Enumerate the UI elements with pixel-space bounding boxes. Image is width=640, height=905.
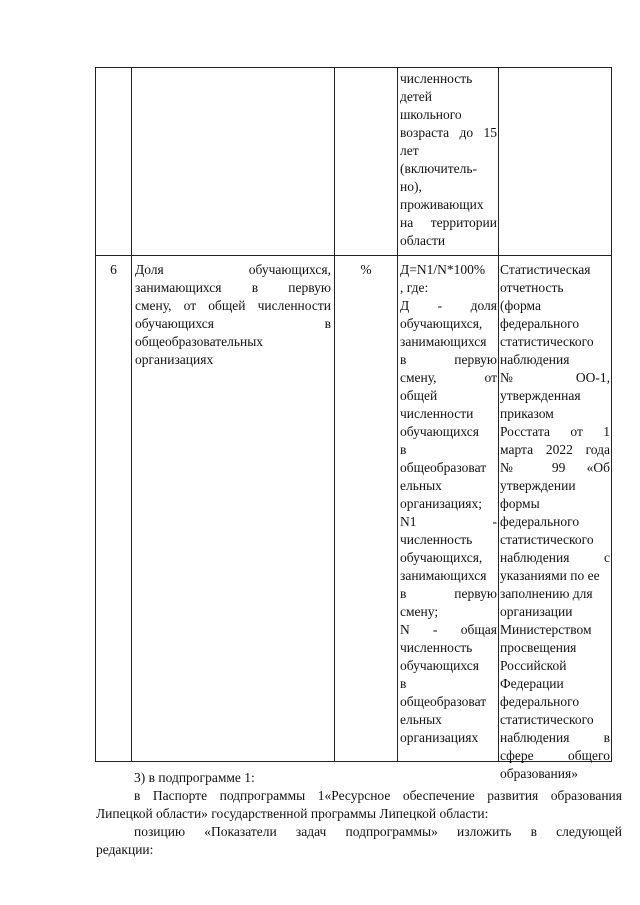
cell-line: N1 -: [400, 514, 497, 529]
paragraph-text: позицию «Показатели задач подпрограммы» изложить в следующей: [134, 824, 622, 839]
cell-line: занимающихся: [400, 334, 487, 349]
cell-line: обучающихся,: [400, 550, 483, 565]
cell-line: федерального: [500, 514, 580, 529]
cell-line: численность: [400, 532, 473, 547]
cell-line: , где:: [400, 280, 429, 295]
cell-line: Росстата от 1: [500, 424, 610, 439]
cell-line: (форма: [500, 298, 541, 313]
cell-line: общеобразоват: [400, 694, 487, 709]
cell-line: статистического: [500, 334, 594, 349]
cell-line: ельных: [400, 478, 442, 493]
cell-line: ельных: [400, 712, 442, 727]
cell-line: сфере общего: [500, 748, 610, 763]
paragraph-text: Липецкой области» государственной программы Липецкой области:: [96, 806, 489, 821]
cell-line: утверждении: [500, 478, 576, 493]
cell-line: организациях;: [400, 496, 482, 511]
cell-line: организациях: [400, 730, 479, 745]
cell-line: области: [400, 233, 446, 248]
cell-line: в первую: [400, 352, 497, 367]
cell-line: обучающихся: [400, 424, 479, 439]
paragraph-text: в Паспорте подпрограммы 1«Ресурсное обеспечение развития образования: [134, 788, 622, 803]
cell-line: общеобразоват: [400, 460, 487, 475]
paragraph-passport-line2: [96, 805, 616, 823]
cell-line: указаниями по ее: [500, 568, 600, 583]
cell-line: наблюдения в: [500, 730, 610, 745]
paragraph-text: 3) в подпрограмме 1:: [134, 770, 255, 785]
cell-line: возраста до 15: [400, 125, 497, 140]
cell-line: Федерации: [500, 676, 564, 691]
row-number-text: 6: [110, 262, 117, 277]
cell-line: на территории: [400, 215, 497, 230]
cell-line: смену, от общей численности: [135, 298, 331, 313]
table-row6-unit: [335, 261, 397, 279]
cell-line: (включитель-: [400, 161, 478, 176]
cell-line: организации: [500, 604, 573, 619]
paragraph-position-line2: [96, 841, 616, 859]
cell-line: но),: [400, 179, 422, 194]
cell-line: Доля обучающихся,: [135, 262, 331, 277]
cell-line: обучающихся в: [135, 316, 331, 331]
cell-line: обучающихся,: [400, 316, 483, 331]
table-row6-indicator: [135, 261, 331, 369]
cell-line: заполнению для: [500, 586, 593, 601]
cell-line: статистического: [500, 532, 594, 547]
cell-line: формы: [500, 496, 540, 511]
table-border-col1: [131, 67, 132, 761]
cell-line: в: [400, 676, 407, 691]
cell-line: наблюдения с: [500, 550, 610, 565]
cell-line: N - общая: [400, 622, 497, 637]
cell-line: школьного: [400, 107, 462, 122]
cell-line: занимающихся в первую: [135, 280, 331, 295]
cell-line: Статистическая: [500, 262, 591, 277]
cell-line: в: [400, 442, 407, 457]
table-row-divider: [95, 255, 612, 256]
paragraph-passport-line1: [134, 787, 622, 805]
paragraph-subprogram-1: [134, 769, 640, 787]
cell-line: занимающихся: [400, 568, 487, 583]
table-row-top-col3: [400, 70, 497, 250]
cell-line: Д=N1/N*100%: [400, 262, 486, 277]
cell-line: статистического: [500, 712, 594, 727]
cell-line: № ОО-1,: [500, 370, 610, 385]
table-border-right: [611, 67, 612, 761]
cell-line: организациях: [135, 352, 214, 367]
cell-line: наблюдения: [500, 352, 570, 367]
cell-line: смену;: [400, 604, 439, 619]
cell-line: в первую: [400, 586, 497, 601]
cell-line: просвещения: [500, 640, 577, 655]
paragraph-position-line1: [134, 823, 622, 841]
table-border-col3: [397, 67, 398, 761]
unit-text: %: [360, 262, 372, 277]
cell-line: обучающихся: [400, 658, 479, 673]
table-border-left: [95, 67, 96, 761]
cell-line: № 99 «Об: [500, 460, 610, 475]
table-border-col2: [334, 67, 335, 761]
paragraph-text: редакции:: [96, 842, 154, 857]
cell-line: федерального: [500, 694, 580, 709]
cell-line: численность: [400, 71, 473, 86]
cell-line: утвержденная: [500, 388, 581, 403]
table-row6-source: [500, 261, 610, 783]
cell-line: отчетность: [500, 280, 564, 295]
cell-line: общеобразовательных: [135, 334, 264, 349]
cell-line: лет: [400, 143, 419, 158]
cell-line: общей: [400, 388, 438, 403]
cell-line: численность: [400, 640, 473, 655]
cell-line: детей: [400, 89, 432, 104]
cell-line: численности: [400, 406, 474, 421]
cell-line: марта 2022 года: [500, 442, 610, 457]
cell-line: Министерством: [500, 622, 592, 637]
cell-line: федерального: [500, 316, 580, 331]
cell-line: Д - доля: [400, 298, 497, 313]
cell-line: смену, от: [400, 370, 497, 385]
table-row-number: [96, 261, 131, 279]
cell-line: проживающих: [400, 197, 484, 212]
table-border-top: [95, 67, 612, 68]
cell-line: образования»: [500, 766, 578, 781]
cell-line: Российской: [500, 658, 567, 673]
cell-line: приказом: [500, 406, 554, 421]
table-row6-formula: [400, 261, 497, 747]
table-border-col4: [498, 67, 499, 761]
